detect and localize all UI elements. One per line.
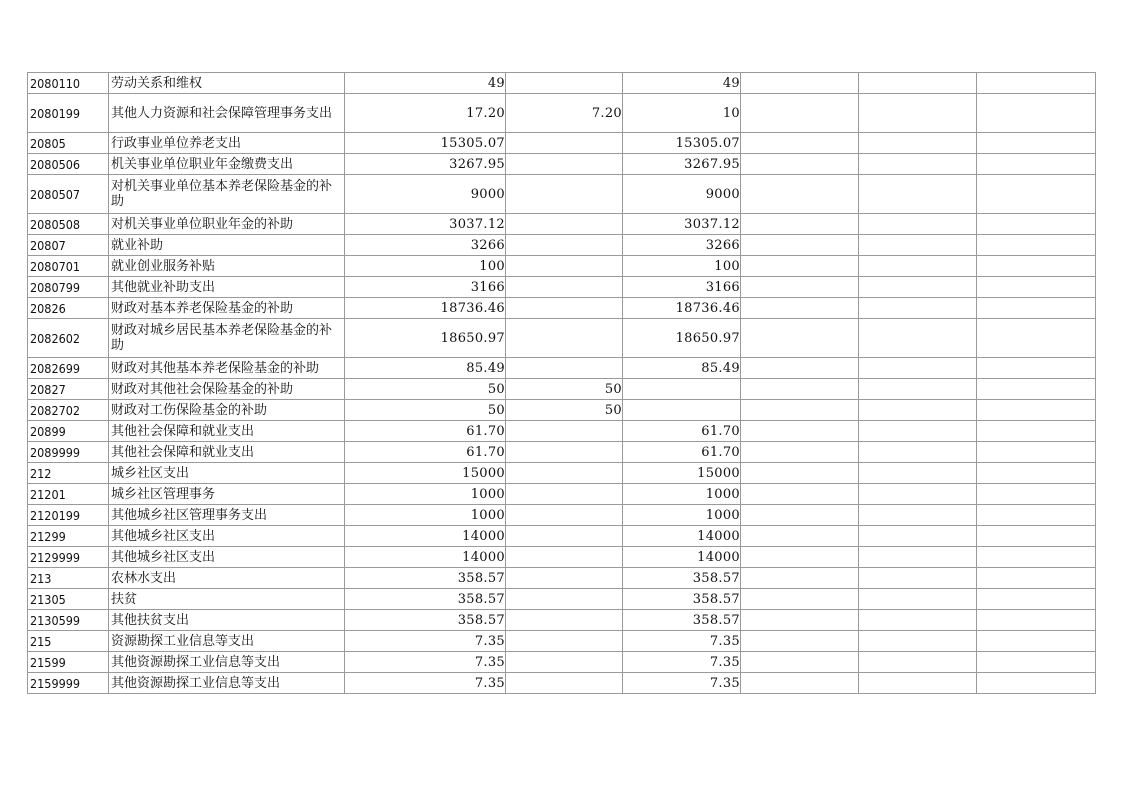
amount-col3-cell: 10 xyxy=(623,94,741,133)
amount-total-cell: 100 xyxy=(345,256,506,277)
amount-total-cell: 50 xyxy=(345,379,506,400)
empty-cell xyxy=(977,547,1096,568)
amount-col3-cell: 61.70 xyxy=(623,421,741,442)
empty-cell xyxy=(741,631,859,652)
empty-cell xyxy=(977,358,1096,379)
empty-cell xyxy=(859,235,977,256)
empty-cell xyxy=(741,358,859,379)
amount-total-cell: 85.49 xyxy=(345,358,506,379)
name-cell: 其他城乡社区支出 xyxy=(109,547,345,568)
code-cell: 2130599 xyxy=(28,610,109,631)
amount-total-cell: 358.57 xyxy=(345,589,506,610)
empty-cell xyxy=(741,421,859,442)
amount-col3-cell: 49 xyxy=(623,73,741,94)
table-row xyxy=(28,421,1096,442)
empty-cell xyxy=(859,463,977,484)
code-cell: 20827 xyxy=(28,379,109,400)
code-cell: 2080508 xyxy=(28,214,109,235)
code-cell: 2080507 xyxy=(28,175,109,214)
empty-cell xyxy=(977,154,1096,175)
table-row xyxy=(28,358,1096,379)
name-cell: 财政对工伤保险基金的补助 xyxy=(109,400,345,421)
code-cell: 212 xyxy=(28,463,109,484)
empty-cell xyxy=(741,505,859,526)
empty-cell xyxy=(859,358,977,379)
empty-cell xyxy=(859,133,977,154)
amount-total-cell: 50 xyxy=(345,400,506,421)
code-cell: 20899 xyxy=(28,421,109,442)
table-row xyxy=(28,652,1096,673)
code-cell: 2089999 xyxy=(28,442,109,463)
amount-col2-cell: 50 xyxy=(506,379,623,400)
name-cell: 对机关事业单位基本养老保险基金的补助 xyxy=(109,175,345,214)
empty-cell xyxy=(859,568,977,589)
amount-total-cell: 7.35 xyxy=(345,652,506,673)
name-cell: 资源勘探工业信息等支出 xyxy=(109,631,345,652)
empty-cell xyxy=(859,256,977,277)
empty-cell xyxy=(741,319,859,358)
amount-col2-cell xyxy=(506,442,623,463)
table-row xyxy=(28,631,1096,652)
empty-cell xyxy=(741,277,859,298)
code-cell: 2082702 xyxy=(28,400,109,421)
code-cell: 2159999 xyxy=(28,673,109,694)
code-cell: 213 xyxy=(28,568,109,589)
amount-col2-cell xyxy=(506,421,623,442)
code-cell: 2082602 xyxy=(28,319,109,358)
amount-total-cell: 3267.95 xyxy=(345,154,506,175)
empty-cell xyxy=(977,73,1096,94)
amount-total-cell: 7.35 xyxy=(345,673,506,694)
empty-cell xyxy=(741,175,859,214)
code-cell: 2080799 xyxy=(28,277,109,298)
table-row xyxy=(28,94,1096,133)
empty-cell xyxy=(741,442,859,463)
amount-total-cell: 17.20 xyxy=(345,94,506,133)
name-cell: 扶贫 xyxy=(109,589,345,610)
code-cell: 2080110 xyxy=(28,73,109,94)
name-cell: 农林水支出 xyxy=(109,568,345,589)
amount-col3-cell: 9000 xyxy=(623,175,741,214)
amount-col2-cell xyxy=(506,358,623,379)
empty-cell xyxy=(977,589,1096,610)
amount-col3-cell: 358.57 xyxy=(623,589,741,610)
amount-col3-cell: 3267.95 xyxy=(623,154,741,175)
amount-col2-cell xyxy=(506,652,623,673)
table-row xyxy=(28,610,1096,631)
empty-cell xyxy=(977,673,1096,694)
code-cell: 21299 xyxy=(28,526,109,547)
name-cell: 其他扶贫支出 xyxy=(109,610,345,631)
amount-total-cell: 61.70 xyxy=(345,421,506,442)
amount-total-cell: 3166 xyxy=(345,277,506,298)
name-cell: 行政事业单位养老支出 xyxy=(109,133,345,154)
empty-cell xyxy=(859,175,977,214)
name-cell: 其他资源勘探工业信息等支出 xyxy=(109,673,345,694)
amount-col3-cell: 3266 xyxy=(623,235,741,256)
table-row xyxy=(28,277,1096,298)
empty-cell xyxy=(741,94,859,133)
name-cell: 其他城乡社区管理事务支出 xyxy=(109,505,345,526)
name-cell: 其他社会保障和就业支出 xyxy=(109,421,345,442)
amount-total-cell: 3037.12 xyxy=(345,214,506,235)
empty-cell xyxy=(977,484,1096,505)
name-cell: 财政对其他基本养老保险基金的补助 xyxy=(109,358,345,379)
amount-col3-cell: 14000 xyxy=(623,547,741,568)
table-row xyxy=(28,73,1096,94)
code-cell: 215 xyxy=(28,631,109,652)
empty-cell xyxy=(859,73,977,94)
name-cell: 财政对其他社会保险基金的补助 xyxy=(109,379,345,400)
table-row xyxy=(28,505,1096,526)
amount-col3-cell: 1000 xyxy=(623,484,741,505)
budget-sheet xyxy=(27,72,1096,694)
amount-col2-cell xyxy=(506,154,623,175)
empty-cell xyxy=(741,652,859,673)
name-cell: 劳动关系和维权 xyxy=(109,73,345,94)
empty-cell xyxy=(859,298,977,319)
empty-cell xyxy=(741,484,859,505)
amount-col2-cell xyxy=(506,256,623,277)
empty-cell xyxy=(741,235,859,256)
empty-cell xyxy=(859,277,977,298)
amount-total-cell: 1000 xyxy=(345,505,506,526)
empty-cell xyxy=(859,214,977,235)
amount-col3-cell: 100 xyxy=(623,256,741,277)
amount-col3-cell: 18736.46 xyxy=(623,298,741,319)
empty-cell xyxy=(859,421,977,442)
amount-col2-cell xyxy=(506,214,623,235)
empty-cell xyxy=(741,298,859,319)
budget-table xyxy=(27,72,1096,694)
empty-cell xyxy=(741,589,859,610)
name-cell: 财政对城乡居民基本养老保险基金的补助 xyxy=(109,319,345,358)
table-row xyxy=(28,547,1096,568)
amount-col2-cell xyxy=(506,277,623,298)
amount-col2-cell xyxy=(506,673,623,694)
name-cell: 其他社会保障和就业支出 xyxy=(109,442,345,463)
amount-col2-cell xyxy=(506,547,623,568)
empty-cell xyxy=(741,400,859,421)
amount-col2-cell xyxy=(506,631,623,652)
amount-col2-cell xyxy=(506,73,623,94)
amount-total-cell: 358.57 xyxy=(345,610,506,631)
amount-col2-cell xyxy=(506,235,623,256)
amount-col3-cell: 61.70 xyxy=(623,442,741,463)
empty-cell xyxy=(741,568,859,589)
amount-col3-cell: 3166 xyxy=(623,277,741,298)
amount-col2-cell xyxy=(506,319,623,358)
empty-cell xyxy=(741,526,859,547)
empty-cell xyxy=(741,256,859,277)
empty-cell xyxy=(859,526,977,547)
amount-col3-cell: 7.35 xyxy=(623,652,741,673)
name-cell: 其他就业补助支出 xyxy=(109,277,345,298)
code-cell: 2129999 xyxy=(28,547,109,568)
amount-col2-cell xyxy=(506,610,623,631)
amount-total-cell: 7.35 xyxy=(345,631,506,652)
code-cell: 2120199 xyxy=(28,505,109,526)
empty-cell xyxy=(977,379,1096,400)
table-row xyxy=(28,133,1096,154)
empty-cell xyxy=(977,256,1096,277)
empty-cell xyxy=(859,589,977,610)
name-cell: 其他资源勘探工业信息等支出 xyxy=(109,652,345,673)
empty-cell xyxy=(977,94,1096,133)
empty-cell xyxy=(741,379,859,400)
table-row xyxy=(28,319,1096,358)
empty-cell xyxy=(741,154,859,175)
amount-col2-cell xyxy=(506,568,623,589)
amount-col3-cell: 18650.97 xyxy=(623,319,741,358)
table-row xyxy=(28,568,1096,589)
amount-col3-cell: 15000 xyxy=(623,463,741,484)
empty-cell xyxy=(977,463,1096,484)
amount-col3-cell xyxy=(623,400,741,421)
code-cell: 20807 xyxy=(28,235,109,256)
empty-cell xyxy=(977,631,1096,652)
empty-cell xyxy=(977,526,1096,547)
name-cell: 其他城乡社区支出 xyxy=(109,526,345,547)
amount-total-cell: 18650.97 xyxy=(345,319,506,358)
empty-cell xyxy=(741,610,859,631)
table-row xyxy=(28,214,1096,235)
amount-total-cell: 61.70 xyxy=(345,442,506,463)
amount-total-cell: 358.57 xyxy=(345,568,506,589)
amount-total-cell: 18736.46 xyxy=(345,298,506,319)
empty-cell xyxy=(741,673,859,694)
amount-col3-cell: 3037.12 xyxy=(623,214,741,235)
code-cell: 21201 xyxy=(28,484,109,505)
empty-cell xyxy=(977,214,1096,235)
code-cell: 2080199 xyxy=(28,94,109,133)
code-cell: 20805 xyxy=(28,133,109,154)
amount-col2-cell xyxy=(506,175,623,214)
amount-col3-cell: 1000 xyxy=(623,505,741,526)
amount-total-cell: 14000 xyxy=(345,547,506,568)
amount-col3-cell: 7.35 xyxy=(623,673,741,694)
empty-cell xyxy=(859,442,977,463)
amount-col3-cell: 358.57 xyxy=(623,568,741,589)
empty-cell xyxy=(977,133,1096,154)
empty-cell xyxy=(859,154,977,175)
empty-cell xyxy=(977,652,1096,673)
amount-col2-cell xyxy=(506,463,623,484)
name-cell: 就业补助 xyxy=(109,235,345,256)
empty-cell xyxy=(859,379,977,400)
amount-col2-cell xyxy=(506,589,623,610)
table-row xyxy=(28,484,1096,505)
amount-total-cell: 49 xyxy=(345,73,506,94)
empty-cell xyxy=(977,610,1096,631)
amount-total-cell: 1000 xyxy=(345,484,506,505)
empty-cell xyxy=(741,73,859,94)
table-row xyxy=(28,526,1096,547)
empty-cell xyxy=(859,652,977,673)
code-cell: 2080701 xyxy=(28,256,109,277)
empty-cell xyxy=(741,133,859,154)
amount-col2-cell xyxy=(506,133,623,154)
table-row xyxy=(28,175,1096,214)
empty-cell xyxy=(859,319,977,358)
empty-cell xyxy=(859,547,977,568)
name-cell: 城乡社区支出 xyxy=(109,463,345,484)
amount-total-cell: 3266 xyxy=(345,235,506,256)
table-row xyxy=(28,589,1096,610)
empty-cell xyxy=(977,442,1096,463)
amount-col3-cell: 14000 xyxy=(623,526,741,547)
empty-cell xyxy=(741,463,859,484)
empty-cell xyxy=(977,505,1096,526)
empty-cell xyxy=(977,175,1096,214)
amount-total-cell: 14000 xyxy=(345,526,506,547)
name-cell: 就业创业服务补贴 xyxy=(109,256,345,277)
amount-col2-cell xyxy=(506,526,623,547)
code-cell: 2082699 xyxy=(28,358,109,379)
code-cell: 21305 xyxy=(28,589,109,610)
empty-cell xyxy=(741,547,859,568)
amount-col3-cell: 15305.07 xyxy=(623,133,741,154)
amount-col3-cell xyxy=(623,379,741,400)
empty-cell xyxy=(977,277,1096,298)
empty-cell xyxy=(741,214,859,235)
amount-col2-cell xyxy=(506,484,623,505)
code-cell: 2080506 xyxy=(28,154,109,175)
amount-col2-cell: 7.20 xyxy=(506,94,623,133)
table-row xyxy=(28,463,1096,484)
amount-col2-cell: 50 xyxy=(506,400,623,421)
amount-col3-cell: 358.57 xyxy=(623,610,741,631)
name-cell: 对机关事业单位职业年金的补助 xyxy=(109,214,345,235)
table-row xyxy=(28,235,1096,256)
name-cell: 城乡社区管理事务 xyxy=(109,484,345,505)
amount-total-cell: 9000 xyxy=(345,175,506,214)
empty-cell xyxy=(859,400,977,421)
amount-total-cell: 15000 xyxy=(345,463,506,484)
empty-cell xyxy=(859,484,977,505)
code-cell: 21599 xyxy=(28,652,109,673)
empty-cell xyxy=(859,673,977,694)
empty-cell xyxy=(977,421,1096,442)
empty-cell xyxy=(859,505,977,526)
empty-cell xyxy=(977,235,1096,256)
amount-total-cell: 15305.07 xyxy=(345,133,506,154)
table-row xyxy=(28,400,1096,421)
table-row xyxy=(28,298,1096,319)
empty-cell xyxy=(977,400,1096,421)
table-row xyxy=(28,379,1096,400)
empty-cell xyxy=(859,631,977,652)
empty-cell xyxy=(977,568,1096,589)
amount-col2-cell xyxy=(506,298,623,319)
empty-cell xyxy=(859,610,977,631)
code-cell: 20826 xyxy=(28,298,109,319)
amount-col3-cell: 85.49 xyxy=(623,358,741,379)
table-row xyxy=(28,256,1096,277)
amount-col2-cell xyxy=(506,505,623,526)
table-row xyxy=(28,442,1096,463)
empty-cell xyxy=(977,298,1096,319)
table-body xyxy=(28,73,1096,694)
name-cell: 其他人力资源和社会保障管理事务支出 xyxy=(109,94,345,133)
name-cell: 机关事业单位职业年金缴费支出 xyxy=(109,154,345,175)
table-row xyxy=(28,673,1096,694)
amount-col3-cell: 7.35 xyxy=(623,631,741,652)
empty-cell xyxy=(977,319,1096,358)
name-cell: 财政对基本养老保险基金的补助 xyxy=(109,298,345,319)
table-row xyxy=(28,154,1096,175)
empty-cell xyxy=(859,94,977,133)
